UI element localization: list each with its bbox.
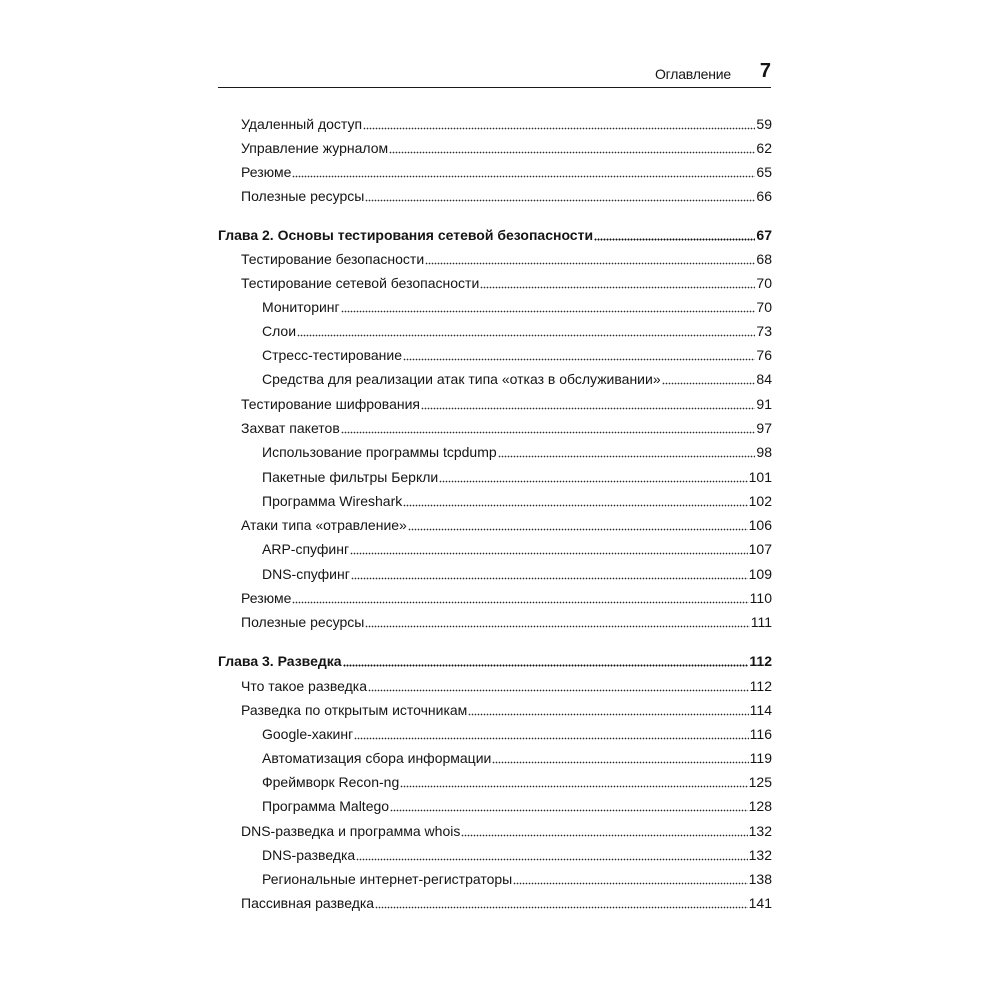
toc-entry[interactable] <box>241 613 772 631</box>
toc-entry-page: 112 <box>749 678 772 694</box>
toc-entry-title: Разведка по открытым источникам <box>241 702 468 718</box>
dot-leader <box>425 255 755 265</box>
toc-chapter-title: Глава 2. Основы тестирования сетевой безопасности <box>218 227 594 243</box>
dot-leader <box>365 618 749 628</box>
toc-entry[interactable] <box>241 139 772 157</box>
page-number: 7 <box>759 60 771 82</box>
toc-entry[interactable] <box>241 589 772 607</box>
toc-entry-title: Полезные ресурсы <box>241 614 365 630</box>
toc-subentry[interactable] <box>262 749 772 767</box>
toc-entry[interactable] <box>241 163 772 181</box>
toc-subentry-title: DNS-спуфинг <box>262 566 350 582</box>
toc-subentry[interactable] <box>262 443 772 461</box>
toc-subentry[interactable] <box>262 370 772 388</box>
toc-entry-title: Захват пакетов <box>241 420 340 436</box>
toc-subentry-title: Использование программы tcpdump <box>262 444 497 460</box>
toc-entry[interactable] <box>241 250 772 268</box>
toc-subentry-title: Автоматизация сбора информации <box>262 750 492 766</box>
toc-subentry-title: DNS-разведка <box>262 847 356 863</box>
toc-chapter-page: 67 <box>756 227 772 243</box>
toc-entry-page: 70 <box>756 275 772 291</box>
toc-entry-title: Тестирование шифрования <box>241 396 420 412</box>
dot-leader <box>389 144 755 154</box>
toc-entry[interactable] <box>241 395 772 413</box>
toc-entry-page: 110 <box>749 590 772 606</box>
dot-leader <box>498 448 756 458</box>
dot-leader <box>354 730 748 740</box>
toc-subentry-title: Программа Wireshark <box>262 493 403 509</box>
dot-leader <box>403 497 747 507</box>
toc-entry-page: 114 <box>749 702 772 718</box>
toc-subentry-page: 84 <box>756 371 772 387</box>
dot-leader <box>341 424 756 434</box>
toc-chapter-entry[interactable] <box>218 226 772 244</box>
toc-subentry-page: 132 <box>748 847 772 863</box>
toc-chapter-entry[interactable] <box>218 652 772 670</box>
toc-subentry-title: Программа Maltego <box>262 798 390 814</box>
toc-entry-page: 91 <box>756 396 772 412</box>
toc-entry[interactable] <box>241 419 772 437</box>
dot-leader <box>297 327 755 337</box>
dot-leader <box>403 351 755 361</box>
toc-subentry-title: Слои <box>262 323 297 339</box>
toc-subentry-page: 102 <box>748 493 772 509</box>
running-header-title: Оглавление <box>654 66 731 82</box>
toc-subentry[interactable] <box>262 346 772 364</box>
toc-entry-title: Резюме <box>241 164 292 180</box>
dot-leader <box>292 168 755 178</box>
toc-entry-page: 106 <box>748 517 772 533</box>
toc-subentry-title: Мониторинг <box>262 299 340 315</box>
toc-subentry-title: Google-хакинг <box>262 726 354 742</box>
toc-subentry[interactable] <box>262 565 772 583</box>
dot-leader <box>468 706 748 716</box>
toc-subentry[interactable] <box>262 322 772 340</box>
toc-entry-title: Полезные ресурсы <box>241 188 365 204</box>
dot-leader <box>461 827 747 837</box>
dot-leader <box>390 802 748 812</box>
toc-entry-page: 62 <box>756 140 772 156</box>
toc-subentry[interactable] <box>262 846 772 864</box>
dot-leader <box>350 545 748 555</box>
toc-entry-title: Что такое разведка <box>241 678 368 694</box>
toc-entry-page: 66 <box>756 188 772 204</box>
toc-subentry-page: 76 <box>756 347 772 363</box>
toc-subentry[interactable] <box>262 468 772 486</box>
toc-subentry-page: 70 <box>756 299 772 315</box>
toc-entry-page: 141 <box>748 895 772 911</box>
toc-entry[interactable] <box>241 187 772 205</box>
toc-entry-title: Управление журналом <box>241 140 389 156</box>
toc-subentry[interactable] <box>262 773 772 791</box>
dot-leader <box>351 570 748 580</box>
dot-leader <box>439 473 747 483</box>
toc-subentry-title: Стресс-тестирование <box>262 347 403 363</box>
toc-entry-page: 59 <box>756 116 772 132</box>
toc-chapter-title: Глава 3. Разведка <box>218 653 342 669</box>
toc-subentry[interactable] <box>262 870 772 888</box>
toc-entry-title: Удаленный доступ <box>241 116 363 132</box>
toc-subentry-page: 101 <box>748 469 772 485</box>
dot-leader <box>363 120 755 130</box>
dot-leader <box>492 754 748 764</box>
toc-subentry[interactable] <box>262 540 772 558</box>
toc-entry[interactable] <box>241 701 772 719</box>
toc-entry-title: Атаки типа «отравление» <box>241 517 407 533</box>
toc-entry-page: 65 <box>756 164 772 180</box>
toc-entry-page: 97 <box>756 420 772 436</box>
toc-entry-page: 111 <box>750 614 772 630</box>
toc-subentry-title: Средства для реализации атак типа «отказ в обслуживании» <box>262 371 661 387</box>
toc-entry-page: 132 <box>748 823 772 839</box>
toc-entry-title: Тестирование безопасности <box>241 251 425 267</box>
dot-leader <box>356 851 747 861</box>
toc-subentry-title: Региональные интернет-регистраторы <box>262 871 513 887</box>
dot-leader <box>400 778 747 788</box>
toc-entry-title: Тестирование сетевой безопасности <box>241 275 480 291</box>
toc-subentry-page: 119 <box>749 750 772 766</box>
toc-entry-title: Резюме <box>241 590 292 606</box>
toc-entry-title: DNS-разведка и программа whois <box>241 823 461 839</box>
toc-subentry[interactable] <box>262 725 772 743</box>
toc-subentry[interactable] <box>262 298 772 316</box>
dot-leader <box>292 594 748 604</box>
toc-subentry-title: Фреймворк Recon-ng <box>262 774 400 790</box>
dot-leader <box>513 875 747 885</box>
toc-subentry-page: 138 <box>748 871 772 887</box>
toc-subentry-page: 98 <box>756 444 772 460</box>
dot-leader <box>662 375 756 385</box>
dot-leader <box>365 192 755 202</box>
toc-subentry-title: Пакетные фильтры Беркли <box>262 469 439 485</box>
dot-leader <box>343 657 749 667</box>
toc-entry-title: Пассивная разведка <box>241 895 375 911</box>
toc-subentry-page: 73 <box>756 323 772 339</box>
toc-subentry-page: 116 <box>749 726 772 742</box>
toc-entry[interactable] <box>241 677 772 695</box>
dot-leader <box>408 521 748 531</box>
toc-entry[interactable] <box>241 115 772 133</box>
dot-leader <box>480 279 755 289</box>
toc-subentry[interactable] <box>262 797 772 815</box>
toc-subentry-page: 125 <box>748 774 772 790</box>
toc-entry[interactable] <box>241 516 772 534</box>
toc-subentry[interactable] <box>262 492 772 510</box>
toc-subentry-title: ARP-спуфинг <box>262 541 350 557</box>
dot-leader <box>341 303 756 313</box>
dot-leader <box>594 231 755 241</box>
toc-chapter-page: 112 <box>749 653 772 669</box>
toc-subentry-page: 107 <box>748 541 772 557</box>
toc-entry[interactable] <box>241 894 772 912</box>
dot-leader <box>375 899 748 909</box>
toc-entry[interactable] <box>241 274 772 292</box>
toc-subentry-page: 109 <box>748 566 772 582</box>
dot-leader <box>421 400 755 410</box>
toc-entry[interactable] <box>241 822 772 840</box>
toc-entry-page: 68 <box>756 251 772 267</box>
dot-leader <box>368 682 749 692</box>
toc-subentry-page: 128 <box>748 798 772 814</box>
